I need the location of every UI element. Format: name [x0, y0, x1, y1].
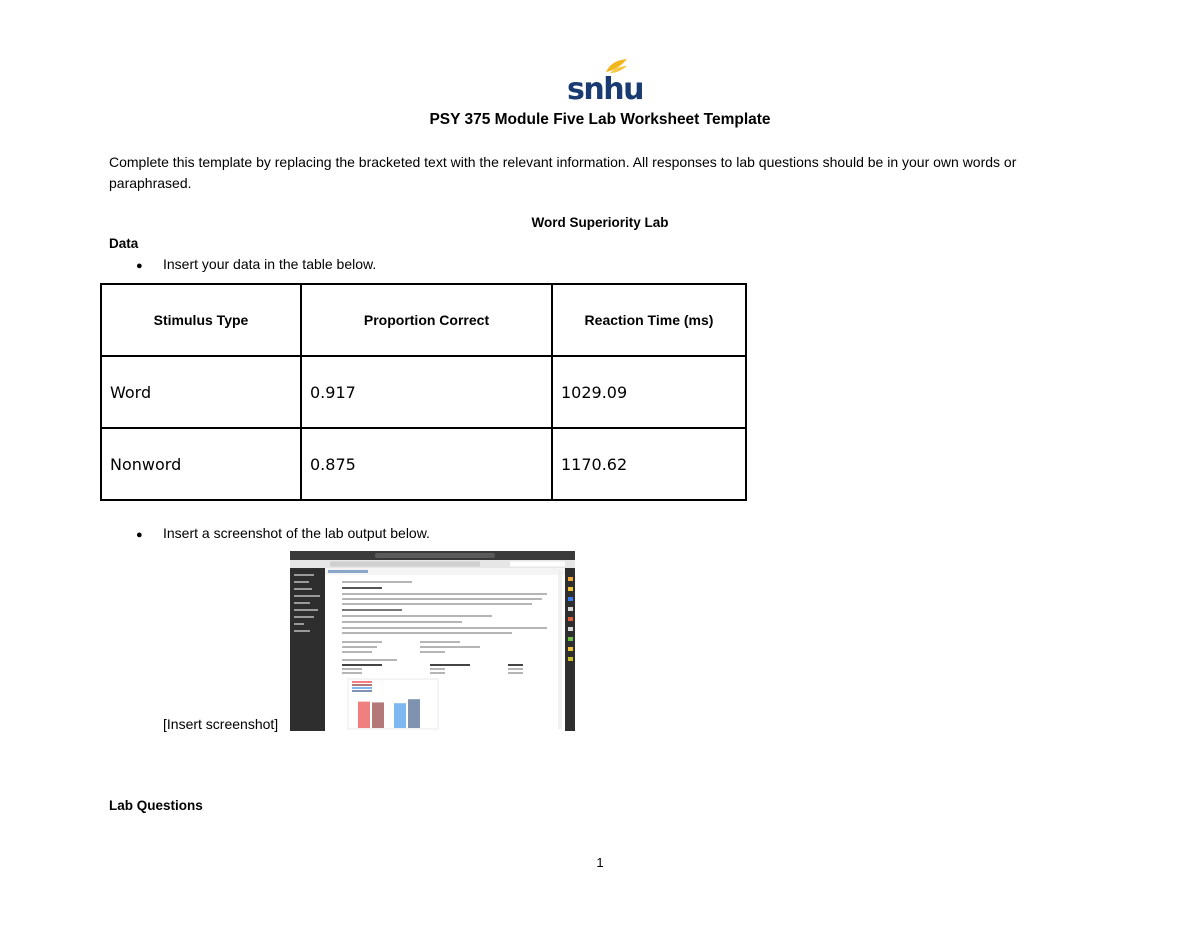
bullet-icon: ●: [136, 260, 143, 272]
svg-text:snhu: snhu: [567, 72, 643, 107]
table-row: [101, 356, 746, 428]
table-instruction-bullet: [136, 256, 376, 272]
intro-paragraph: Complete this template by replacing the bracketed text with the relevant information. All responses to lab questions should be in your own words or paraphrased.: [109, 154, 1017, 191]
lab-title: Word Superiority Lab: [531, 215, 669, 230]
cell-stimulus-type[interactable]: Nonword: [101, 428, 301, 500]
mini-bar-chart: [358, 699, 420, 728]
insert-screenshot-placeholder: [Insert screenshot]: [163, 716, 279, 732]
cell-stimulus-type[interactable]: Word: [101, 356, 301, 428]
table-header-row: [101, 284, 746, 356]
header-reaction-time: Reaction Time (ms): [552, 284, 746, 356]
cell-reaction-time[interactable]: 1170.62: [552, 428, 746, 500]
lab-questions-heading: Lab Questions: [109, 798, 203, 813]
header-stimulus-type: Stimulus Type: [101, 284, 301, 356]
mini-bar: [408, 699, 420, 728]
snhu-logo: [566, 58, 643, 107]
mini-bar: [358, 702, 370, 728]
bullet-icon: ●: [136, 529, 143, 541]
mini-bar: [394, 703, 406, 728]
lab-output-image: [290, 551, 575, 731]
table-row: [101, 428, 746, 500]
data-table: [100, 283, 747, 501]
data-heading: Data: [109, 236, 139, 251]
cell-proportion-correct[interactable]: 0.917: [301, 356, 552, 428]
mini-bar: [372, 702, 384, 728]
cell-reaction-time[interactable]: 1029.09: [552, 356, 746, 428]
cell-proportion-correct[interactable]: 0.875: [301, 428, 552, 500]
page-number: 1: [596, 855, 604, 870]
screenshot-instruction-bullet: [136, 525, 430, 541]
page-title: PSY 375 Module Five Lab Worksheet Template: [429, 111, 771, 128]
bullet-text: Insert a screenshot of the lab output below.: [163, 525, 430, 541]
lab-output-screenshot: [290, 551, 575, 731]
snhu-logo-graphic: [566, 58, 643, 107]
header-proportion-correct: Proportion Correct: [301, 284, 552, 356]
bullet-text: Insert your data in the table below.: [163, 256, 377, 272]
